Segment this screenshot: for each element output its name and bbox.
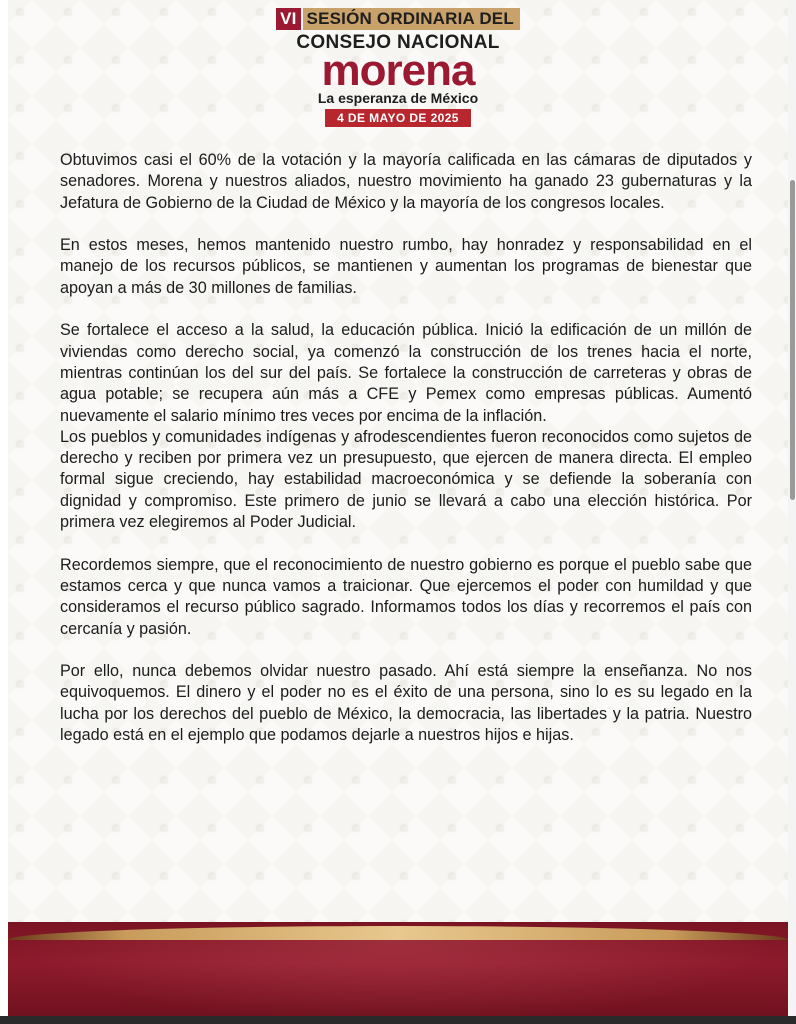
paragraph: Por ello, nunca debemos olvidar nuestro pasado. Ahí está siempre la enseñanza. No nos equivoquemos. El dinero y el poder no es el éxito de una persona, sino lo es su legado en la lucha por los derechos del pueblo de México, la democracia, las libertades y la patria. Nuestro legado está en el ejemplo que podamos dejarle a nuestros hijos e hijas.	[60, 662, 752, 745]
paragraph: Los pueblos y comunidades indígenas y afrodescendientes fueron reconocidos como sujetos de derecho y reciben por primera vez un presupuesto, que ejercen de manera directa. El empleo formal sigue creciendo, hay estabilidad macroeconómica y se defiende la soberanía con dignidad y compromiso. Este primero de junio se llevará a cabo una elección histórica. Por primera vez elegiremos al Poder Judicial.	[60, 427, 752, 532]
scrollbar-thumb[interactable]	[790, 180, 795, 500]
event-date: 4 DE MAYO DE 2025	[325, 109, 471, 127]
council-title: CONSEJO NACIONAL	[296, 32, 500, 53]
session-label: SESIÓN ORDINARIA DEL	[303, 8, 520, 30]
paragraph: En estos meses, hemos mantenido nuestro rumbo, hay honradez y responsabilidad en el manejo de los recursos públicos, se mantienen y aumentan los programas de bienestar que apoyan a más de 30 millones de familias.	[60, 236, 752, 297]
paragraph: Se fortalece el acceso a la salud, la educación pública. Inició la edificación de un millón de viviendas como derecho social, ya comenzó la construcción de los trenes hacia el norte, mientras continúan los del sur del país. Se fortalece la construcción de carreteras y obras de agua potable; se recupera aún más a CFE y Pemex como empresas públicas. Aumentó nuevamente el salario mínimo tres veces por encima de la inflación.	[60, 321, 752, 425]
document-body	[60, 150, 752, 768]
session-number: VI	[276, 8, 300, 30]
bottom-edge	[0, 1016, 796, 1024]
paragraph: Obtuvimos casi el 60% de la votación y la mayoría calificada en las cámaras de diputados y senadores. Morena y nuestros aliados, nuestro movimiento ha ganado 23 gubernaturas y la Jefatura de Gobierno de la Ciudad de México y la mayoría de los congresos locales.	[60, 151, 752, 212]
paragraph: Recordemos siempre, que el reconocimiento de nuestro gobierno es porque el pueblo sabe que estamos cerca y que nunca vamos a traicionar. Que ejercemos el poder con humildad y que consideramos el recurso público sagrado. Informamos todos los días y recorremos el país con cercanía y pasión.	[60, 555, 752, 638]
logo-tagline: La esperanza de México	[317, 90, 479, 106]
document-page	[8, 0, 788, 1024]
scrollbar[interactable]	[788, 0, 796, 1024]
morena-logo: morena	[321, 46, 475, 95]
session-title	[276, 8, 520, 30]
event-header	[8, 8, 788, 127]
footer-sheen	[8, 940, 788, 1024]
